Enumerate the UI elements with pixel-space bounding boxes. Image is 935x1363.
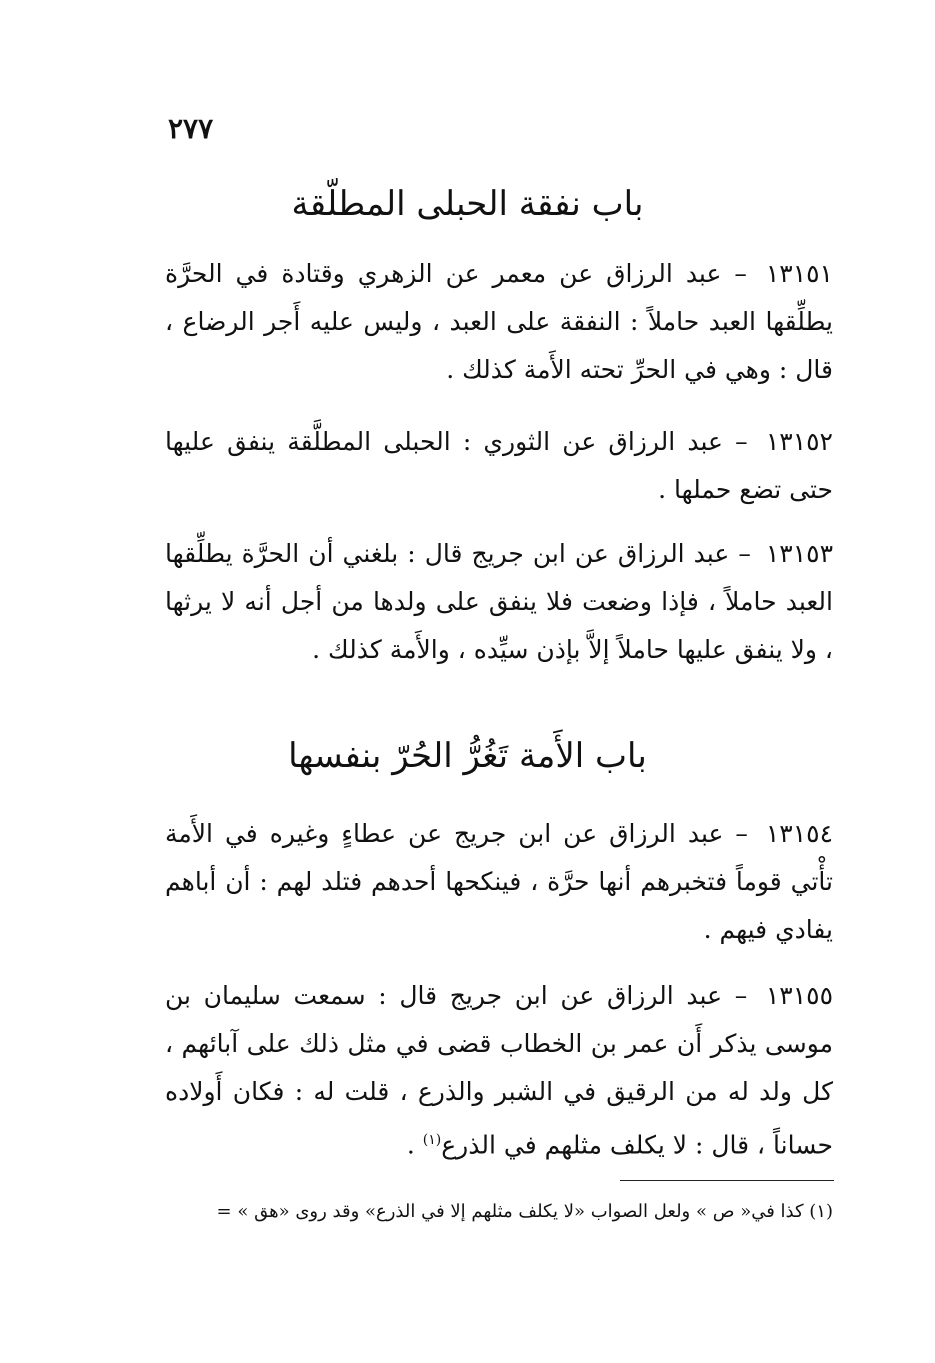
entry-text: عبد الرزاق عن ابن جريج قال : سمعت سليمان بن موسى يذكر أَن عمر بن الخطاب قضى في مثل ذلك على آبائهم ، كل ولد له من الرقيق في الشبر والذرع ، قلت له : فكان أَولاده حساناً ، قال : لا يكلف مثلهم في الذرع [165, 981, 833, 1160]
entry-number: ١٣١٥٣ [765, 539, 833, 568]
page-number: ٢٧٧ [168, 112, 214, 145]
footnote: (١) كذا في« ص » ولعل الصواب «لا يكلف مثلهم إلا في الذرع» وقد روى «هق » = [216, 1201, 833, 1222]
entry-dash: – [734, 259, 747, 288]
entry-dash: – [734, 981, 748, 1010]
entry-text: عبد الرزاق عن معمر عن الزهري وقتادة في الحرَّة يطلِّقها العبد حاملاً : النفقة على العبد ، وليس عليه أَجر الرضاع ، قال : وهي في الحرِّ تحته الأَمة كذلك . [165, 259, 833, 384]
entry-13155 [165, 972, 833, 1169]
chapter-title: باب الأَمة تَغُرُّ الحُرّ بنفسها [288, 736, 647, 776]
entry-number: ١٣١٥٥ [765, 981, 834, 1010]
entry-13153 [165, 530, 833, 674]
entry-text: عبد الرزاق عن الثوري : الحبلى المطلَّقة ينفق عليها حتى تضع حملها . [165, 427, 833, 504]
entry-number: ١٣١٥١ [765, 259, 833, 288]
footnote-separator [620, 1180, 834, 1181]
entry-end: . [406, 1130, 423, 1160]
entry-dash: – [735, 427, 748, 456]
chapter-title: باب نفقة الحبلى المطلّقة [291, 184, 644, 224]
entry-13151 [165, 250, 833, 394]
entry-dash: – [738, 539, 751, 568]
entry-number: ١٣١٥٤ [765, 819, 833, 848]
entry-13152 [165, 418, 833, 514]
entry-13154 [165, 810, 833, 954]
footnote-reference[interactable]: (١) [422, 1132, 442, 1148]
entry-dash: – [735, 819, 748, 848]
entry-text: عبد الرزاق عن ابن جريج عن عطاءٍ وغيره في الأَمة تأْتي قوماً فتخبرهم أنها حرَّة ، فينكحها أحدهم فتلد لهم : أن أباهم يفادي فيهم . [165, 819, 833, 944]
entry-number: ١٣١٥٢ [765, 427, 833, 456]
entry-text: عبد الرزاق عن ابن جريج قال : بلغني أن الحرَّة يطلِّقها العبد حاملاً ، فإذا وضعت فلا ينفق على ولدها من أجل أنه لا يرثها ، ولا ينفق عليها حاملاً إلاَّ بإذن سيِّده ، والأَمة كذلك . [165, 539, 833, 664]
